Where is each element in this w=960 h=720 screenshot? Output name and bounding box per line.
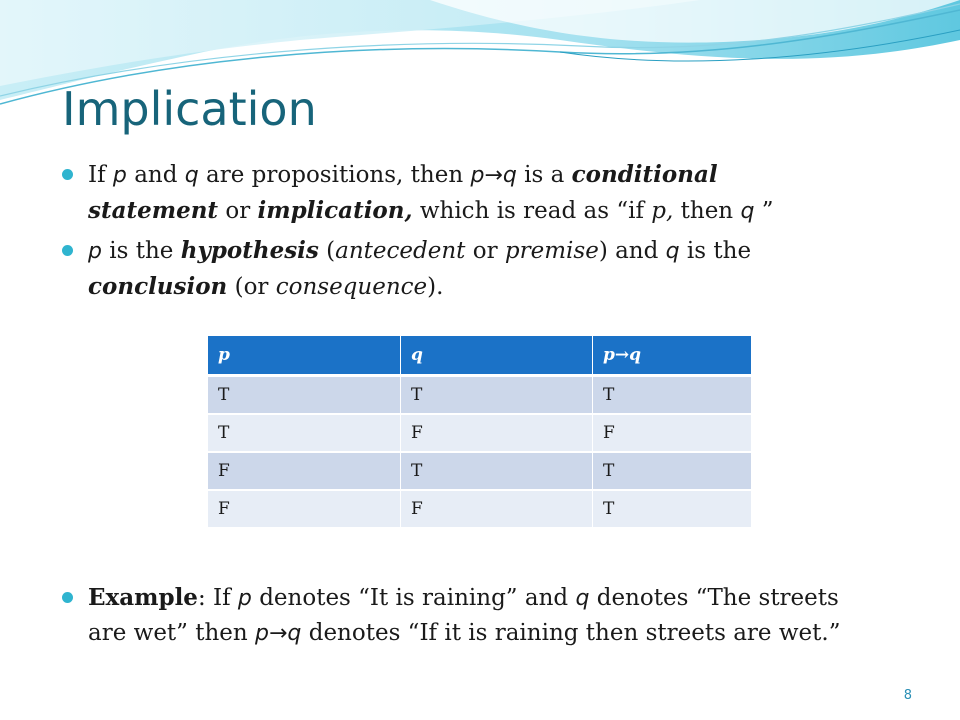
slide-title: Implication: [62, 82, 317, 136]
table-row: [208, 376, 752, 415]
text: or: [465, 238, 505, 264]
var-q: q: [665, 239, 680, 264]
term-implication: implication,: [257, 197, 413, 224]
term-statement: statement: [88, 197, 219, 224]
text: denotes “If it is raining then streets are wet.”: [301, 620, 841, 646]
bullet-line: [88, 157, 908, 193]
text: (or: [227, 274, 276, 300]
text: are propositions, then: [198, 162, 471, 188]
text: is a: [516, 162, 572, 188]
bullet-definition: [88, 157, 908, 229]
table-cell: T: [593, 490, 752, 528]
table-cell: F: [208, 490, 401, 528]
table-row: [208, 452, 752, 490]
text: ”: [754, 198, 774, 224]
truth-table: [208, 336, 752, 529]
table-cell: T: [208, 376, 401, 415]
table-cell: T: [593, 376, 752, 415]
table-row: [208, 414, 752, 452]
var-p: p: [112, 163, 127, 188]
term-conclusion: conclusion: [88, 273, 228, 300]
table-header-row: [208, 336, 752, 376]
text: ).: [427, 274, 444, 300]
text: which is read as “if: [412, 198, 652, 224]
var-q: q: [740, 199, 755, 224]
table-cell: T: [593, 452, 752, 490]
var-p: p: [237, 586, 252, 611]
term-hypothesis: hypothesis: [180, 237, 319, 264]
text: then: [673, 198, 741, 224]
bullet-line: [88, 269, 908, 305]
table-cell: T: [401, 452, 593, 490]
text: or: [218, 198, 258, 224]
table-cell: F: [593, 414, 752, 452]
bullet-dot-icon: [62, 245, 73, 256]
term-consequence: consequence: [275, 274, 428, 300]
term-antecedent: antecedent: [335, 238, 466, 264]
bullet-dot-icon: [62, 592, 73, 603]
var-q: q: [575, 586, 590, 611]
var-q: q: [184, 163, 199, 188]
bullet-line: [88, 616, 908, 651]
table-cell: T: [208, 414, 401, 452]
header-p-implies-q: p→q: [593, 336, 752, 376]
bullet-dot-icon: [62, 169, 73, 180]
term-conditional: conditional: [571, 161, 718, 188]
bullet-line: [88, 580, 908, 616]
text: and: [126, 162, 185, 188]
bullet-example: [88, 580, 908, 651]
table-row: [208, 490, 752, 528]
text: denotes “It is raining” and: [251, 585, 576, 611]
text: are wet” then: [88, 620, 256, 646]
table-cell: F: [208, 452, 401, 490]
text: is the: [101, 238, 181, 264]
text: (: [318, 238, 336, 264]
text: ) and: [598, 238, 666, 264]
text: If: [88, 162, 113, 188]
bullet-hypothesis: [88, 233, 908, 305]
bullet-line: [88, 233, 908, 269]
var-p: p: [88, 239, 102, 264]
header-p: p: [208, 336, 401, 376]
implication-symbol: p→q: [255, 621, 302, 646]
text: is the: [679, 238, 752, 264]
text: : If: [197, 585, 238, 611]
header-q: q: [401, 336, 593, 376]
label-example: Example: [88, 584, 198, 611]
text: denotes “The streets: [589, 585, 839, 611]
page-number: 8: [903, 688, 912, 703]
table-cell: F: [401, 414, 593, 452]
table-cell: F: [401, 490, 593, 528]
bullet-line: [88, 193, 908, 229]
term-premise: premise: [504, 238, 599, 264]
implication-symbol: p→q: [470, 163, 517, 188]
var-p-italic: p,: [651, 198, 674, 224]
table-cell: T: [401, 376, 593, 415]
